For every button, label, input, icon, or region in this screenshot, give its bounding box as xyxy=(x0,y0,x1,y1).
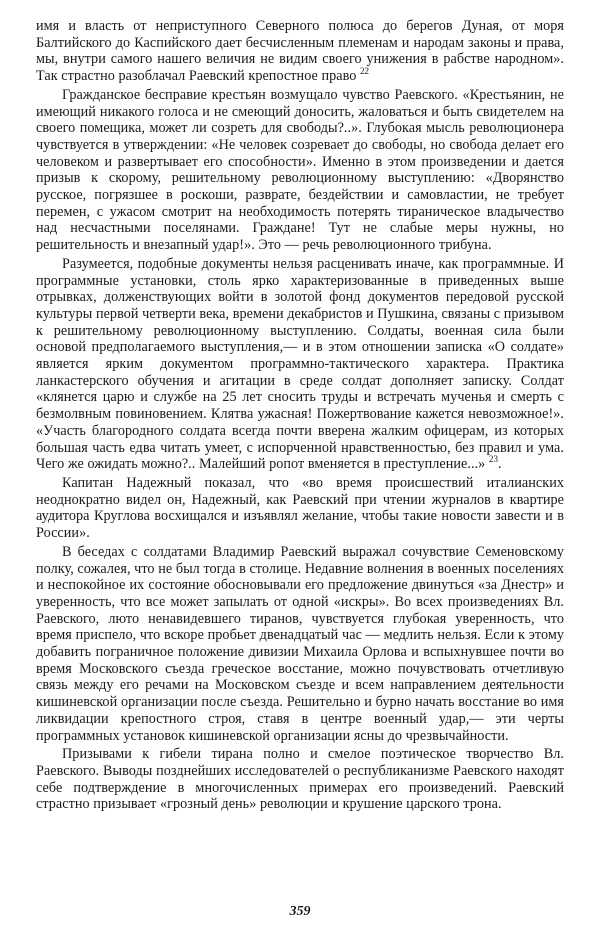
paragraph-1 xyxy=(36,18,564,85)
paragraph-3 xyxy=(36,256,564,473)
paragraph-4 xyxy=(36,475,564,542)
footnote-ref[interactable]: 23 xyxy=(488,454,499,465)
paragraph-text: имя и власть от неприступного Северного полюса до берегов Дуная, от моря Балтийского до Каспийского дает бесчисленным племенам и народам законы и права, мы, внутри самого нашего величия не видим своего унижения в рабстве народном». Так страстно разоблачал Раевский крепостное право xyxy=(36,18,564,85)
paragraph-text: В беседах с солдатами Владимир Раевский выражал сочувствие Семеновскому полку, сожалея, что не был тогда в столице. Недавние волнения в военных поселениях и неспокойное их состояние обосновывали его предложение двинуться «за Днестр» и уверенность, что все может запылать от одной «искры». Во всех произведениях Вл. Раевского, люто ненавидевшего тиранов, чувствуется глубокая уверенность, что время приспело, что вскоре пробьет двенадцатый час — медлить нельзя. Если к этому добавить пограничное положение дивизии Михаила Орлова и вспыхнувшее почти во время Московского съезда греческое восстание, можно почувствовать отчетливую связь между его речами на Московском съезде и всем направлением деятельности кишиневской организации после съезда. Решительно и бурно начать восстание во имя ликвидации крепостного строя, ставя в центре военный удар,— эти черты программных установок кишиневской организации ясны до чрезвычайности. xyxy=(36,543,564,744)
paragraph-text: Разумеется, подобные документы нельзя расценивать иначе, как программные. И программные установки, столь ярко характеризованные в приведенных выше отрывках, долженствующих войти в золотой фонд документов передовой русской культуры первой четверти века, времени декабристов и Пушкина, связаны с призывом к решительному революционному выступлению. Солдаты, военная сила были основой предполагаемого выступления,— и в этом отношении записка «О солдате» является ярким документом программно-тактического характера. Практика ланкастерского обучения и агитации в среде солдат дополняет записку. Солдат «клянется царю и службе на 25 лет сносить труды и встречать мученья и смерть с безмолвным повиновением. Клятва ужасная! Пожертвование кажется невозможное!». «Участь благородного солдата всегда почти вверена жалким офицерам, из которых большая часть едва читать умеет, с испорченной нравственностью, без правил и ума. Чего же ожидать можно?.. Малейший ропот вменяется в преступление...» xyxy=(36,255,564,473)
paragraph-6 xyxy=(36,746,564,813)
paragraph-2 xyxy=(36,87,564,254)
paragraph-tail: . xyxy=(498,456,502,473)
paragraph-5 xyxy=(36,544,564,744)
paragraph-text: Гражданское бесправие крестьян возмущало чувство Раевского. «Крестьянин, не имеющий никакого голоса и не смеющий доносить, жаловаться и быть свидетелем на своего помещика, может ли созреть для свободы?..». Глубокая мысль революционера чувствуется в утверждении: «Не человек созревает до свободы, но свобода делает его человеком и развертывает его способности». Именно в этом произведении и дается призыв к скорому, решительному революционному выступлению: «Дворянство русское, погрязшее в роскоши, разврате, бездействии и самовластии, не требует перемен, с ужасом смотрит на необходимость потерять тираническое владычество над несчастными поселянами. Граждане! Тут не слабые меры нужны, но решительность и внезапный удар!». Это — речь революционного трибуна. xyxy=(36,86,564,254)
page-body xyxy=(36,18,564,813)
page-number: 359 xyxy=(289,904,311,919)
paragraph-text: Капитан Надежный показал, что «во время происшествий италианских неоднократно видел он, Надежный, как Раевский при чтении журналов в квартире аудитора Круглова восхищался и изъявлял желание, чтобы такие новости завести и в России». xyxy=(36,474,564,542)
footnote-ref[interactable]: 22 xyxy=(360,66,370,77)
paragraph-text: Призывами к гибели тирана полно и смелое поэтическое творчество Вл. Раевского. Выводы позднейших исследователей о республиканизме Раевского находят себе подтверждение в многочисленных примерах его произведений. Раевский страстно призывает «грозный день» революции и крушение царского трона. xyxy=(36,746,564,813)
